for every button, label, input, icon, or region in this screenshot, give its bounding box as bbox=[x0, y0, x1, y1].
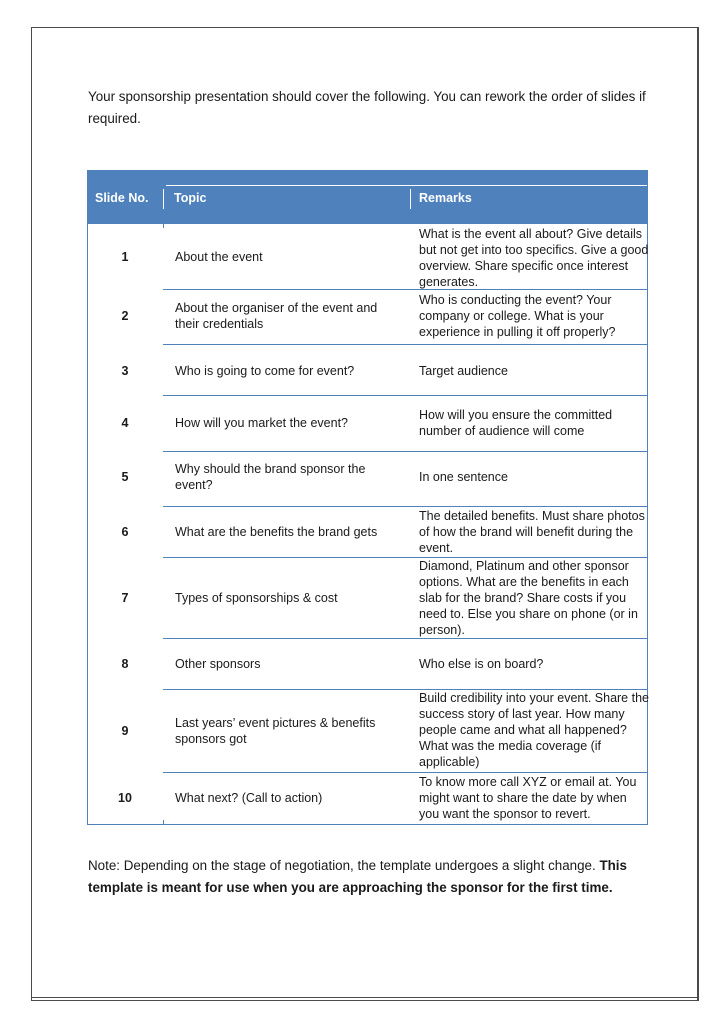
topic-cell: Last years’ event pictures & benefits sponsors got bbox=[175, 716, 376, 746]
remarks-cell: How will you ensure the committed number of audience will come bbox=[419, 408, 613, 438]
topic-cell: About the event bbox=[175, 250, 263, 264]
slide-number: 4 bbox=[121, 416, 129, 430]
slide-number: 6 bbox=[121, 525, 129, 539]
header-divider bbox=[410, 189, 411, 209]
remarks-cell: Who else is on board? bbox=[419, 657, 544, 671]
note-paragraph bbox=[88, 855, 663, 899]
slide-number: 5 bbox=[121, 470, 129, 484]
remarks-cell: The detailed benefits. Must share photos of how the brand will benefit during the event. bbox=[419, 509, 645, 555]
header-topic: Topic bbox=[174, 191, 207, 205]
table-row bbox=[88, 289, 647, 344]
table-row bbox=[88, 344, 647, 395]
topic-cell: About the organiser of the event and their credentials bbox=[175, 301, 378, 331]
remarks-cell: What is the event all about? Give details but not get into too specifics. Give a good overview. Share specific once interest generates. bbox=[419, 227, 649, 289]
table-row bbox=[88, 451, 647, 506]
header-remarks: Remarks bbox=[419, 191, 472, 205]
note-text: Note: Depending on the stage of negotiation, the template undergoes a slight change. bbox=[88, 858, 600, 873]
slide-number: 9 bbox=[121, 724, 129, 738]
remarks-cell: Build credibility into your event. Share the success story of last year. How many people came and what all happened? What was the media coverage (if applicable) bbox=[419, 691, 649, 769]
sponsorship-slides-table bbox=[87, 170, 648, 825]
table-row bbox=[88, 395, 647, 451]
slide-number: 8 bbox=[121, 657, 129, 671]
header-slide-no: Slide No. bbox=[95, 191, 149, 205]
slide-number: 2 bbox=[121, 309, 129, 323]
header-divider bbox=[163, 189, 164, 209]
topic-cell: What are the benefits the brand gets bbox=[175, 525, 378, 539]
topic-cell: Other sponsors bbox=[175, 657, 261, 671]
table-row bbox=[88, 772, 647, 824]
intro-paragraph: Your sponsorship presentation should cover the following. You can rework the order of slides if required. bbox=[88, 89, 646, 126]
topic-cell: How will you market the event? bbox=[175, 416, 348, 430]
remarks-cell: Target audience bbox=[419, 364, 508, 378]
slide-number: 3 bbox=[121, 364, 129, 378]
topic-cell: What next? (Call to action) bbox=[175, 791, 323, 805]
topic-cell: Types of sponsorships & cost bbox=[175, 591, 338, 605]
note-emphasis: This template is meant for use when you are approaching the sponsor for the first time. bbox=[88, 858, 627, 895]
table-row bbox=[88, 224, 647, 289]
table-row bbox=[88, 506, 647, 557]
page-border-shadow-bottom bbox=[31, 997, 699, 1001]
header-rule bbox=[166, 185, 647, 186]
remarks-cell: Who is conducting the event? Your company or college. What is your experience in pulling it off properly? bbox=[419, 293, 616, 339]
remarks-cell: Diamond, Platinum and other sponsor options. What are the benefits in each slab for the brand? Share costs if you need to. Else you share on phone (or in person). bbox=[419, 559, 638, 637]
table-row bbox=[88, 557, 647, 638]
remarks-cell: In one sentence bbox=[419, 470, 508, 484]
table-row bbox=[88, 689, 647, 772]
page-border-shadow-right bbox=[697, 27, 700, 1001]
remarks-cell: To know more call XYZ or email at. You might want to share the date by when you want the sponsor to revert. bbox=[419, 775, 637, 821]
slide-number: 1 bbox=[121, 250, 129, 264]
slide-number: 10 bbox=[118, 791, 132, 805]
table-row bbox=[88, 638, 647, 689]
topic-cell: Why should the brand sponsor the event? bbox=[175, 462, 366, 492]
table-header bbox=[88, 171, 647, 224]
slide-number: 7 bbox=[121, 591, 129, 605]
topic-cell: Who is going to come for event? bbox=[175, 364, 355, 378]
